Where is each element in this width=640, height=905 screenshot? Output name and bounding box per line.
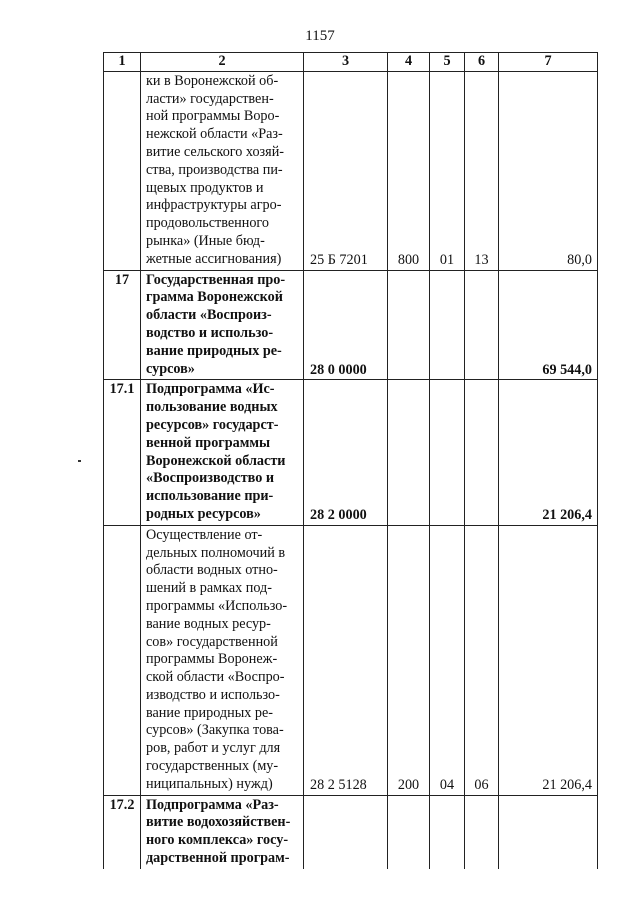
table-row bbox=[104, 71, 598, 270]
row-section bbox=[430, 270, 465, 380]
table-row bbox=[104, 380, 598, 525]
table-row bbox=[104, 525, 598, 795]
table-header-row bbox=[104, 53, 598, 72]
row-name: Осуществление от- дельных полномочий в области водных отно- шений в рамках под- программы «Использо- вание водных ресур- сов» государственной программы Воронеж- ской области «Воспро- изводство и использо- вание природных ре- сурсов» (Закупка това- ров, работ и услуг для государственных (му- ниципальных) нужд) bbox=[141, 525, 304, 795]
row-sum bbox=[499, 795, 598, 869]
row-subsection bbox=[465, 380, 499, 525]
row-number bbox=[104, 71, 141, 270]
row-name: Подпрограмма «Ис- пользование водных ресурсов» государст- венной программы Воронежской области «Воспроизводство и использование при- родных ресурсов» bbox=[141, 380, 304, 525]
row-name: Подпрограмма «Раз- витие водохозяйствен- ного комплекса» госу- дарственной програм- bbox=[141, 795, 304, 869]
row-expense-type bbox=[388, 270, 430, 380]
row-code: 28 2 0000 bbox=[304, 380, 388, 525]
row-number: 17.2 bbox=[104, 795, 141, 869]
row-expense-type: 800 bbox=[388, 71, 430, 270]
row-expense-type bbox=[388, 380, 430, 525]
column-header: 5 bbox=[430, 53, 465, 72]
row-sum: 80,0 bbox=[499, 71, 598, 270]
row-number bbox=[104, 525, 141, 795]
row-sum: 69 544,0 bbox=[499, 270, 598, 380]
row-subsection bbox=[465, 795, 499, 869]
row-section: 04 bbox=[430, 525, 465, 795]
row-sum: 21 206,4 bbox=[499, 380, 598, 525]
row-code: 28 2 5128 bbox=[304, 525, 388, 795]
column-header: 1 bbox=[104, 53, 141, 72]
table-row bbox=[104, 795, 598, 869]
column-header: 6 bbox=[465, 53, 499, 72]
row-expense-type bbox=[388, 795, 430, 869]
row-number: 17.1 bbox=[104, 380, 141, 525]
row-code bbox=[304, 795, 388, 869]
row-code: 28 0 0000 bbox=[304, 270, 388, 380]
page-number: 1157 bbox=[305, 28, 335, 44]
row-expense-type: 200 bbox=[388, 525, 430, 795]
table-row bbox=[104, 270, 598, 380]
column-header: 7 bbox=[499, 53, 598, 72]
row-name: Государственная про- грамма Воронежской области «Воспроиз- водство и использо- вание природных ре- сурсов» bbox=[141, 270, 304, 380]
row-section bbox=[430, 380, 465, 525]
row-subsection: 13 bbox=[465, 71, 499, 270]
column-header: 4 bbox=[388, 53, 430, 72]
row-code: 25 Б 7201 bbox=[304, 71, 388, 270]
row-name: ки в Воронежской об- ласти» государствен- ной программы Воро- нежской области «Раз- витие сельского хозяй- ства, производства пи- щевых продуктов и инфраструктуры агро- продовольственного рынка» (Иные бюд- жетные ассигнования) bbox=[141, 71, 304, 270]
row-subsection: 06 bbox=[465, 525, 499, 795]
column-header: 2 bbox=[141, 53, 304, 72]
row-subsection bbox=[465, 270, 499, 380]
row-section: 01 bbox=[430, 71, 465, 270]
scan-speck bbox=[78, 460, 81, 462]
column-header: 3 bbox=[304, 53, 388, 72]
row-number: 17 bbox=[104, 270, 141, 380]
row-section bbox=[430, 795, 465, 869]
row-sum: 21 206,4 bbox=[499, 525, 598, 795]
budget-table bbox=[103, 52, 598, 869]
